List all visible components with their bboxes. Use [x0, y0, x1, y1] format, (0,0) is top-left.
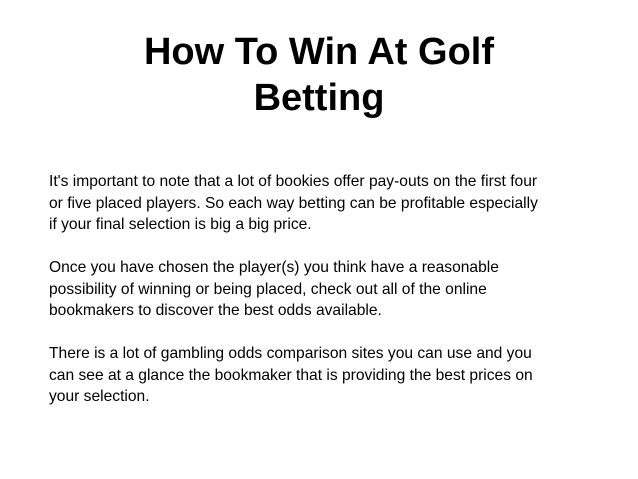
text-line: or five placed players. So each way betting can be profitable especially — [49, 194, 538, 212]
text-line: your selection. — [49, 388, 150, 405]
text-line: There is a lot of gambling odds comparison sites you can use and you — [49, 345, 532, 362]
title-line: How To Win At Golf — [143, 31, 494, 73]
text-line: bookmakers to discover the best odds available. — [49, 302, 382, 319]
slide-title — [0, 29, 638, 121]
paragraph-each-way — [49, 171, 594, 236]
text-line: can see at a glance the bookmaker that is providing the best prices on — [49, 366, 533, 384]
text-line: if your final selection is big a big price. — [49, 216, 312, 233]
paragraph-comparison-sites — [49, 343, 594, 408]
paragraph-best-odds — [49, 257, 594, 322]
text-line: Once you have chosen the player(s) you think have a reasonable — [49, 259, 499, 276]
text-line: possibility of winning or being placed, check out all of the online — [49, 280, 487, 298]
slide-body — [49, 171, 594, 429]
title-line: Betting — [253, 77, 385, 119]
text-line: It's important to note that a lot of bookies offer pay-outs on the first four — [49, 173, 538, 190]
